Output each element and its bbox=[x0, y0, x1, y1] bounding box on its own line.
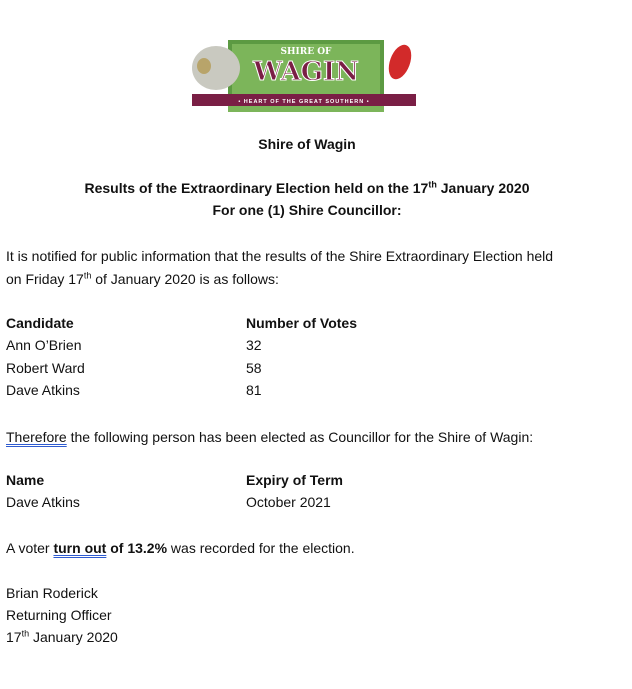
elected-term: October 2021 bbox=[246, 494, 331, 510]
candidate-name: Robert Ward bbox=[6, 360, 85, 376]
heading: Shire of Wagin bbox=[258, 136, 356, 152]
candidate-header: Candidate bbox=[6, 315, 74, 331]
svg-text:WAGIN: WAGIN bbox=[253, 57, 359, 87]
candidate-votes: 58 bbox=[246, 360, 262, 376]
title-line-1: Results of the Extraordinary Election held on the 17th January 2020 bbox=[84, 179, 530, 196]
flower-icon bbox=[384, 42, 415, 83]
intro-line-1: It is notified for public information that the results of the Shire Extraordinary Election held bbox=[6, 248, 554, 264]
candidate-name: Ann O’Brien bbox=[6, 337, 82, 353]
signature-date: 17th January 2020 bbox=[6, 628, 118, 645]
name-header: Name bbox=[6, 472, 45, 488]
shire-of-wagin-logo bbox=[188, 38, 420, 114]
intro-line-2: on Friday 17th of January 2020 is as follows: bbox=[6, 270, 279, 287]
svg-text:• HEART OF THE GREAT SOUTHERN: • HEART OF THE GREAT SOUTHERN • bbox=[238, 99, 370, 105]
svg-text:SHIRE OF: SHIRE OF bbox=[280, 47, 332, 57]
title-line-2: For one (1) Shire Councillor: bbox=[212, 202, 402, 218]
candidate-votes: 32 bbox=[246, 337, 262, 353]
elected-name: Dave Atkins bbox=[6, 494, 80, 510]
votes-header: Number of Votes bbox=[246, 315, 357, 331]
candidate-votes: 81 bbox=[246, 382, 262, 398]
signatory-name: Brian Roderick bbox=[6, 585, 98, 601]
signatory-title: Returning Officer bbox=[6, 607, 112, 623]
elected-sentence: Therefore the following person has been elected as Councillor for the Shire of Wagin: bbox=[6, 429, 534, 445]
term-header: Expiry of Term bbox=[246, 472, 343, 488]
turnout-sentence: A voter turn out of 13.2% was recorded for the election. bbox=[6, 540, 355, 556]
candidate-name: Dave Atkins bbox=[6, 382, 80, 398]
